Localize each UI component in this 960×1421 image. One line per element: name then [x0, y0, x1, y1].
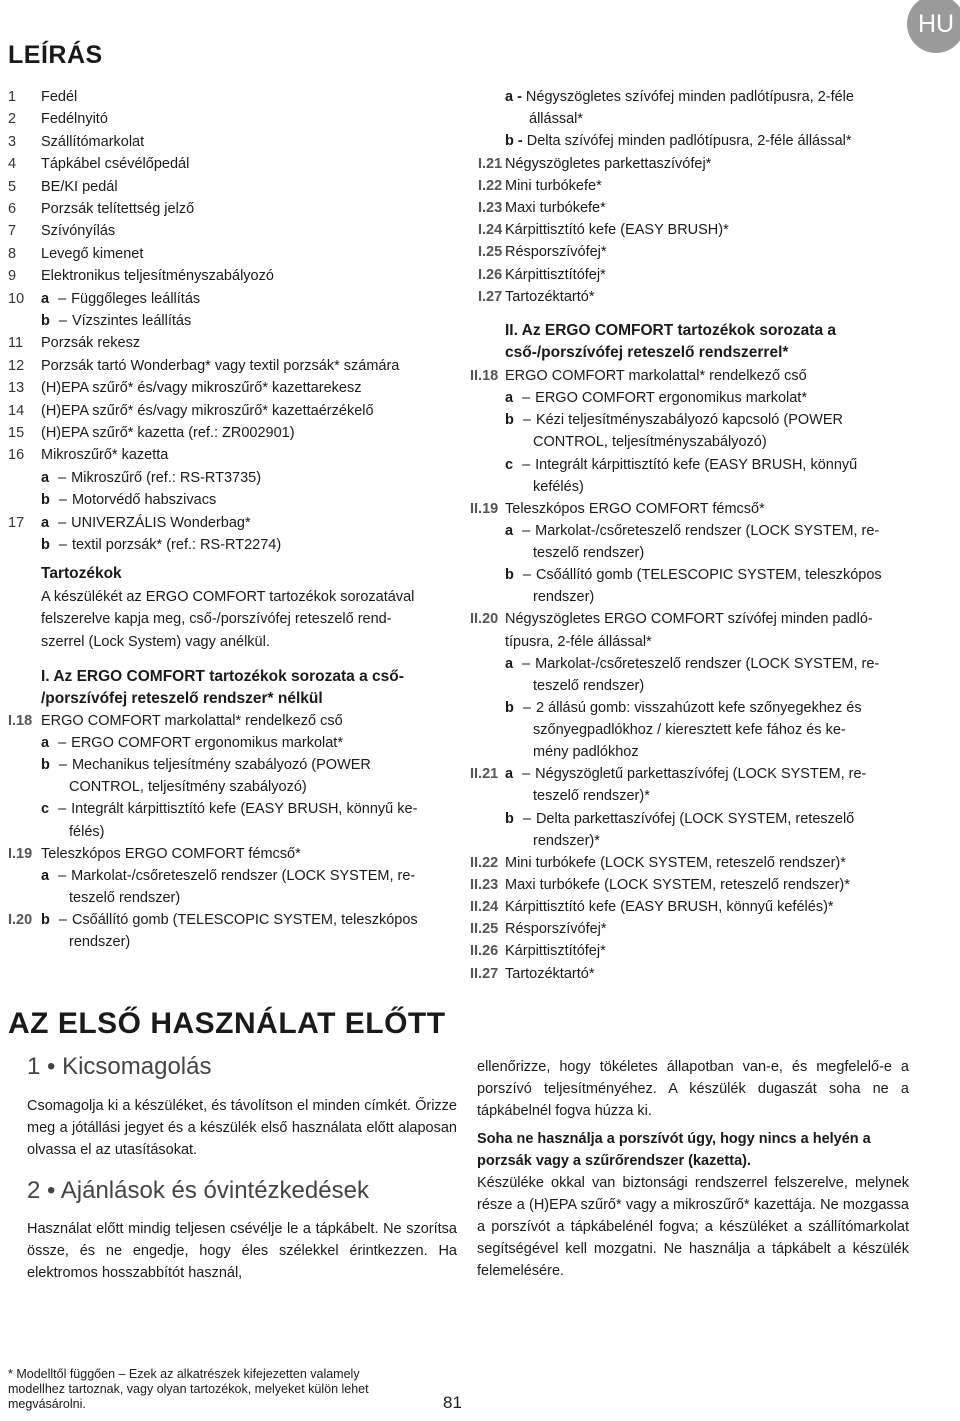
item-number: 13 — [8, 380, 25, 397]
item-text: Porzsák tartó Wonderbag* vagy textil porzsák* számára — [41, 357, 400, 374]
language-badge: HU — [907, 0, 960, 53]
intro-line: felszerelve kapja meg, cső-/porszívófej reteszelő rend- — [41, 611, 392, 628]
item-number: II.18 — [470, 368, 499, 384]
item-number: II.24 — [470, 899, 499, 916]
item-dash: – — [58, 469, 67, 486]
item-text: Résporszívófej* — [505, 921, 607, 938]
right-paragraph-2: Készüléke okkal van biztonsági rendszerrel felszerelve, melynek része a (H)EPA szűrő* vagy a mikroszűrő* kazettája. Ne mozgassa a porszívót a tápkábelénél fogva; a készüléket a szállítómarkolat segítségével kell mozgatni. Ne használja a tápkábelt a készülék felemelésére. — [477, 1175, 909, 1279]
item-body — [505, 387, 807, 409]
item-text-continued: állással* — [529, 111, 583, 128]
item-body — [41, 310, 191, 332]
item-number: II.27 — [470, 965, 499, 982]
item-letter: a - — [505, 89, 522, 105]
item-text-continued: teszelő rendszer) — [69, 889, 181, 906]
item-text: Maxi turbókefe (LOCK SYSTEM, reteszelő rendszer)* — [505, 876, 850, 893]
item-number: 8 — [8, 245, 17, 262]
item-dash: – — [522, 456, 531, 473]
item-dash: – — [522, 522, 531, 539]
item-body — [41, 909, 418, 931]
item-letter: b — [41, 313, 50, 329]
item-text-continued: CONTROL, teljesítményszabályozó) — [533, 434, 767, 451]
item-number: 16 — [8, 447, 25, 464]
item-dash: – — [58, 492, 67, 509]
item-dash: – — [522, 567, 531, 584]
item-letter: a — [41, 514, 50, 531]
item-number: 15 — [8, 425, 25, 441]
item-letter: c — [505, 456, 514, 473]
item-text: (H)EPA szűrő* és/vagy mikroszűrő* kazettaérzékelő — [41, 402, 374, 419]
right-warning: Soha ne használja a porszívót úgy, hogy nincs a helyén a porzsák vagy a szűrőrendszer (kazetta). — [477, 1131, 871, 1169]
item-text: (H)EPA szűrő* és/vagy mikroszűrő* kazettarekesz — [41, 380, 362, 397]
item-letter: a — [505, 390, 514, 407]
item-dash: – — [522, 766, 531, 783]
item-text: Porzsák rekesz — [41, 335, 141, 352]
item-text: Vízszintes leállítás — [71, 313, 192, 329]
item-dash: – — [522, 390, 531, 407]
item-dash: – — [522, 810, 531, 827]
item-number: I.19 — [8, 845, 33, 862]
item-letter: b - — [505, 133, 523, 150]
item-text: Teleszkópos ERGO COMFORT fémcső* — [505, 500, 765, 517]
item-text-continued: típusra, 2-féle állással* — [505, 633, 652, 650]
accessories-heading: Tartozékok — [41, 565, 122, 582]
item-text: Kézi teljesítményszabályozó kapcsoló (POWER — [535, 412, 843, 429]
item-number: 11 — [8, 335, 24, 352]
item-text: Elektronikus teljesítményszabályozó — [41, 268, 274, 285]
item-number: I.22 — [478, 177, 503, 194]
footnote: * Modelltől függően – Ezek az alkatrészek kifejezetten valamely modellhez tartoznak, vagy olyan tartozékok, melyeket külön lehet megvásárolni. — [8, 1367, 369, 1411]
item-text: Integrált kárpittisztító kefe (EASY BRUSH, könnyű ke- — [71, 801, 418, 818]
item-dash: – — [522, 655, 531, 672]
right-paragraph-1: ellenőrizze, hogy tökéletes állapotban van-e, és megfelelő-e a porszívó teljesítményéhez. A készülék dugaszát soha ne a tápkábelnél fogva húzza ki. — [477, 1059, 909, 1119]
item-body — [505, 130, 852, 152]
item-number: II.19 — [470, 500, 499, 517]
item-body — [41, 754, 371, 776]
item-letter: b — [41, 911, 50, 928]
item-text: Szállítómarkolat — [41, 133, 145, 150]
item-letter: b — [505, 412, 514, 429]
item-text: BE/KI pedál — [41, 178, 118, 195]
item-text: Kárpittisztítófej* — [505, 266, 606, 283]
item-letter: a — [41, 290, 50, 307]
item-letter: a — [505, 655, 514, 672]
item-text: Markolat-/csőreteszelő rendszer (LOCK SYSTEM, re- — [535, 655, 880, 672]
item-letter: a — [41, 867, 50, 884]
heading-line: II. Az ERGO COMFORT tartozékok sorozata a — [505, 322, 837, 339]
item-number: I.26 — [478, 266, 503, 283]
item-number: 6 — [8, 201, 17, 217]
item-body — [505, 454, 857, 476]
item-dash: – — [58, 801, 67, 818]
item-text: Mini turbókefe (LOCK SYSTEM, reteszelő rendszer)* — [505, 854, 846, 871]
item-body — [41, 512, 251, 534]
item-number: II.22 — [470, 854, 499, 871]
item-letter: b — [505, 567, 514, 584]
item-body — [41, 489, 216, 511]
item-dash: – — [522, 699, 531, 716]
item-text: Mikroszűrő* kazetta — [41, 447, 169, 464]
item-text: Kárpittisztító kefe (EASY BRUSH, könnyű kefélés)* — [505, 899, 834, 916]
item-text: Integrált kárpittisztító kefe (EASY BRUSH, könnyű — [535, 456, 858, 473]
item-dash: – — [58, 290, 67, 307]
item-dash: – — [58, 735, 67, 752]
item-dash: – — [58, 537, 67, 553]
item-text-continued: rendszer) — [69, 934, 131, 950]
recommendations-text: Használat előtt mindig teljesen csévélje le a tápkábelt. Ne szorítsa össze, és ne engedje, hogy éles szélekkel érintkezzen. Ha elektromos hosszabbítót használ, — [27, 1221, 457, 1281]
before-use-title: AZ ELSŐ HASZNÁLAT ELŐTT — [8, 1007, 446, 1040]
item-letter: b — [41, 757, 50, 774]
section-title-leiras: LEÍRÁS — [8, 41, 103, 69]
heading-line: /porszívófej reteszelő rendszer* nélkül — [41, 690, 323, 708]
item-text-continued: rendszer) — [533, 589, 595, 606]
item-text: Tartozéktartó* — [505, 288, 595, 305]
item-text: Tápkábel csévélőpedál — [41, 156, 190, 173]
item-text-continued: rendszer)* — [533, 832, 600, 849]
item-body — [41, 467, 261, 489]
item-letter: b — [41, 537, 50, 553]
item-number: 5 — [8, 178, 17, 195]
intro-line: A készülékét az ERGO COMFORT tartozékok sorozatával — [41, 589, 415, 605]
item-number: II.20 — [470, 611, 499, 628]
item-text: Mini turbókefe* — [505, 177, 602, 194]
item-text: Fedélnyitó — [41, 111, 108, 128]
item-text: ERGO COMFORT markolattal* rendelkező cső — [41, 713, 343, 729]
item-body — [505, 409, 843, 431]
item-number: 7 — [8, 223, 17, 240]
item-dash: – — [522, 412, 531, 429]
intro-line: szerrel (Lock System) vagy anélkül. — [41, 633, 270, 650]
item-dash: – — [58, 514, 67, 531]
item-dash: – — [58, 911, 67, 928]
item-text: Delta szívófej minden padlótípusra, 2-féle állással* — [526, 133, 852, 150]
item-body — [505, 763, 866, 785]
item-number: 17 — [8, 514, 25, 531]
item-body — [505, 86, 854, 108]
item-body — [41, 534, 281, 556]
item-dash: – — [58, 757, 67, 774]
item-number: I.21 — [478, 155, 503, 172]
item-text: Négyszögletes parkettaszívófej* — [505, 155, 712, 172]
item-letter: a — [505, 522, 514, 539]
item-text: Kárpittisztító kefe (EASY BRUSH)* — [505, 222, 729, 239]
item-text: Levegő kimenet — [41, 245, 144, 262]
item-text: Szívónyílás — [41, 223, 116, 240]
item-text: Maxi turbókefe* — [505, 200, 606, 216]
item-text: Kárpittisztítófej* — [505, 943, 606, 960]
item-number: 1 — [8, 89, 17, 105]
item-number: I.27 — [478, 288, 503, 305]
item-number: 9 — [8, 268, 17, 285]
heading-line: I. Az ERGO COMFORT tartozékok sorozata a cső- — [41, 668, 404, 685]
item-text: Tartozéktartó* — [505, 965, 595, 982]
item-text: Négyszögletes ERGO COMFORT szívófej minden padló- — [505, 611, 873, 628]
item-number: II.25 — [470, 921, 499, 938]
heading-line: cső-/porszívófej reteszelő rendszerrel* — [505, 344, 789, 362]
item-text: Porzsák telítettség jelző — [41, 201, 195, 217]
page-number: 81 — [443, 1393, 462, 1412]
item-text: 2 állású gomb: visszahúzott kefe szőnyegekhez és — [535, 699, 862, 716]
item-body — [505, 808, 854, 830]
item-letter: b — [505, 810, 514, 827]
item-number: II.26 — [470, 943, 499, 960]
item-text: ERGO COMFORT markolattal* rendelkező cső — [505, 368, 807, 384]
item-text: Markolat-/csőreteszelő rendszer (LOCK SYSTEM, re- — [71, 867, 416, 884]
item-number: II.23 — [470, 876, 499, 893]
item-number: 3 — [8, 133, 17, 150]
item-text: Csőállító gomb (TELESCOPIC SYSTEM, teleszkópos — [71, 911, 418, 928]
item-number: I.24 — [478, 222, 503, 239]
item-text: Motorvédő habszivacs — [71, 492, 217, 509]
unpacking-title: 1 • Kicsomagolás — [27, 1053, 212, 1080]
item-text: Résporszívófej* — [505, 244, 607, 261]
recommendations-title: 2 • Ajánlások és óvintézkedések — [27, 1177, 369, 1204]
item-text: Mechanikus teljesítmény szabályozó (POWER — [71, 757, 371, 774]
item-number: I.20 — [8, 911, 33, 928]
item-text-continued: mény padlókhoz — [533, 744, 639, 761]
item-text: textil porzsák* (ref.: RS-RT2274) — [71, 537, 282, 553]
item-number: I.18 — [8, 713, 33, 729]
item-number: 2 — [8, 111, 17, 128]
unpacking-text: Csomagolja ki a készüléket, és távolítson el minden címkét. Őrizze meg a jótállási jegyet és a készülék első használata előtt alaposan olvassa el az utasításokat. — [27, 1098, 457, 1158]
item-letter: a — [505, 766, 514, 783]
item-body — [505, 564, 882, 586]
item-body — [505, 697, 862, 719]
item-number: I.23 — [478, 200, 503, 216]
item-letter: c — [41, 801, 50, 818]
item-text: Függőleges leállítás — [71, 290, 201, 307]
item-number: II.21 — [470, 766, 499, 783]
item-body — [41, 865, 415, 887]
item-text: Négyszögletű parkettaszívófej (LOCK SYSTEM, re- — [535, 766, 867, 783]
item-dash: – — [58, 313, 67, 329]
item-text-continued: teszelő rendszer)* — [533, 788, 650, 805]
item-body — [505, 520, 879, 542]
item-text-continued: teszelő rendszer) — [533, 677, 645, 694]
item-number: 14 — [8, 402, 25, 419]
item-letter: a — [41, 735, 50, 752]
item-text: ERGO COMFORT ergonomikus markolat* — [535, 390, 807, 407]
item-number: 10 — [8, 290, 25, 307]
item-text-continued: félés) — [69, 823, 105, 840]
item-text: Csőállító gomb (TELESCOPIC SYSTEM, teleszkópos — [535, 567, 882, 584]
item-number: 4 — [8, 156, 17, 173]
item-letter: a — [41, 469, 50, 486]
item-text: Delta parkettaszívófej (LOCK SYSTEM, reteszelő — [535, 810, 855, 827]
item-text: Markolat-/csőreteszelő rendszer (LOCK SYSTEM, re- — [535, 522, 880, 539]
item-body — [41, 288, 200, 310]
item-text: Fedél — [41, 89, 78, 105]
item-text-continued: szőnyegpadlókhoz / kieresztett kefe fához és ke- — [533, 722, 846, 739]
item-text: Mikroszűrő (ref.: RS-RT3735) — [71, 469, 262, 486]
item-body — [505, 653, 879, 675]
item-text-continued: kefélés) — [533, 478, 584, 495]
item-text-continued: teszelő rendszer) — [533, 545, 645, 562]
item-text: Négyszögletes szívófej minden padlótípusra, 2-féle — [525, 89, 854, 105]
item-text: ERGO COMFORT ergonomikus markolat* — [71, 735, 343, 752]
item-text: UNIVERZÁLIS Wonderbag* — [71, 514, 251, 531]
item-number: I.25 — [478, 244, 503, 261]
item-text: (H)EPA szűrő* kazetta (ref.: ZR002901) — [41, 425, 295, 441]
item-body — [41, 798, 417, 820]
item-dash: – — [58, 867, 67, 884]
item-letter: b — [41, 492, 50, 509]
item-text: Teleszkópos ERGO COMFORT fémcső* — [41, 845, 301, 862]
item-text-continued: CONTROL, teljesítmény szabályozó) — [69, 779, 307, 796]
item-letter: b — [505, 699, 514, 716]
item-body — [41, 732, 343, 754]
item-number: 12 — [8, 357, 25, 374]
